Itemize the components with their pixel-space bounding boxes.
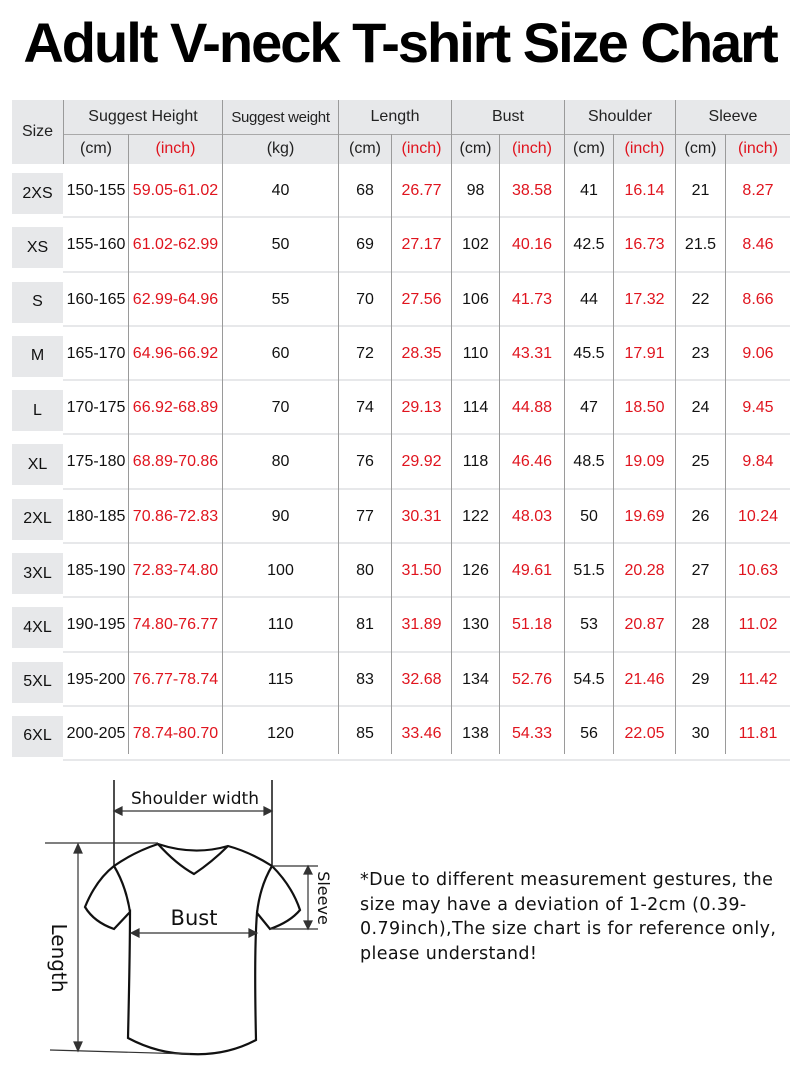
cell-len-in: 27.17 — [401, 236, 442, 254]
cell-sh-cm: 47 — [580, 399, 598, 417]
cell-sl-in: 9.45 — [742, 399, 774, 417]
grid-line — [613, 134, 614, 754]
cell-h-in: 70.86-72.83 — [132, 507, 219, 525]
cell-sl-cm: 30 — [691, 724, 710, 742]
cell-h-cm: 155-160 — [66, 236, 126, 254]
unit-shoulder-cm: (cm) — [573, 140, 605, 157]
cell-h-cm: 165-170 — [66, 344, 126, 362]
size-cell: 4XL — [12, 607, 63, 648]
cell-sl-in: 11.81 — [738, 724, 778, 742]
grid-line — [63, 100, 64, 164]
cell-len-in: 29.92 — [401, 453, 442, 471]
cell-kg: 55 — [271, 290, 290, 308]
cell-sl-cm: 25 — [691, 453, 710, 471]
cell-bust-in: 41.73 — [511, 290, 553, 308]
unit-sleeve-cm: (cm) — [684, 140, 717, 157]
cell-bust-cm: 126 — [462, 562, 489, 580]
cell-h-cm: 195-200 — [66, 670, 126, 688]
cell-bust-in: 49.61 — [511, 562, 553, 580]
size-cell: 6XL — [12, 716, 63, 757]
cell-sh-in: 18.50 — [624, 399, 665, 417]
cell-kg: 120 — [267, 724, 294, 742]
disclaimer-note: *Due to different measurement gestures, the size may have a deviation of 1-2cm (0.39-0.79inch),The size chart is for reference only, please understand! — [360, 870, 777, 964]
cell-sh-in: 17.32 — [624, 290, 665, 308]
grid-line — [391, 134, 392, 754]
header-suggest-weight: Suggest weight — [231, 108, 330, 126]
cell-kg: 50 — [271, 236, 290, 254]
cell-kg: 60 — [271, 344, 290, 362]
cell-sl-cm: 26 — [691, 507, 710, 525]
sleeve-label: Sleeve — [314, 871, 333, 925]
header-size: Size — [21, 123, 54, 140]
cell-bust-in: 44.88 — [511, 399, 553, 417]
size-cell: M — [12, 336, 63, 377]
grid-line — [675, 100, 676, 754]
cell-sh-in: 22.05 — [624, 724, 665, 742]
header-bust: Bust — [491, 108, 524, 125]
cell-len-in: 26.77 — [401, 182, 442, 199]
cell-sh-in: 21.46 — [624, 670, 665, 688]
grid-line — [451, 100, 452, 754]
cell-kg: 115 — [267, 670, 294, 688]
cell-sh-cm: 51.5 — [573, 562, 605, 580]
cell-len-in: 33.46 — [401, 724, 442, 742]
cell-sl-cm: 24 — [691, 399, 710, 417]
size-cell: 5XL — [12, 662, 63, 703]
cell-bust-cm: 122 — [462, 507, 489, 525]
cell-bust-cm: 106 — [462, 290, 489, 308]
cell-sl-in: 9.06 — [742, 344, 774, 362]
cell-h-cm: 170-175 — [66, 399, 126, 417]
cell-len-cm: 85 — [356, 724, 374, 742]
cell-sl-cm: 21 — [691, 182, 710, 199]
header-divider — [64, 134, 790, 135]
size-cell: L — [12, 390, 63, 431]
bust-label: Bust — [170, 906, 218, 930]
length-label: Length — [47, 923, 71, 993]
grid-line — [128, 134, 129, 754]
header-suggest-height: Suggest Height — [88, 108, 198, 125]
cell-sl-in: 11.02 — [738, 616, 778, 634]
cell-sh-in: 16.14 — [624, 182, 665, 199]
grid-line — [499, 134, 500, 754]
cell-h-cm: 190-195 — [66, 616, 126, 634]
cell-len-in: 29.13 — [401, 399, 442, 417]
unit-bust-cm: (cm) — [459, 140, 492, 157]
grid-line — [564, 100, 565, 754]
cell-h-in: 61.02-62.99 — [132, 236, 219, 254]
cell-len-cm: 74 — [356, 399, 374, 417]
header-sleeve: Sleeve — [708, 108, 758, 125]
cell-sl-cm: 21.5 — [684, 236, 717, 254]
tshirt-diagram — [0, 760, 400, 1072]
cell-sl-in: 8.27 — [742, 182, 774, 199]
cell-sh-cm: 56 — [580, 724, 598, 742]
cell-h-in: 78.74-80.70 — [132, 724, 219, 742]
cell-sh-cm: 50 — [580, 507, 598, 525]
cell-kg: 90 — [271, 507, 290, 525]
cell-h-cm: 185-190 — [66, 562, 126, 580]
unit-length-cm: (cm) — [349, 140, 381, 157]
cell-len-cm: 80 — [356, 562, 374, 580]
cell-sl-cm: 28 — [691, 616, 710, 634]
cell-sl-cm: 22 — [691, 290, 710, 308]
cell-len-cm: 68 — [356, 182, 374, 199]
cell-kg: 40 — [271, 182, 290, 199]
cell-bust-in: 54.33 — [511, 724, 553, 742]
cell-sl-cm: 23 — [691, 344, 710, 362]
cell-h-cm: 150-155 — [66, 182, 126, 199]
cell-bust-cm: 98 — [466, 182, 485, 199]
cell-len-in: 28.35 — [401, 344, 442, 362]
cell-h-in: 64.96-66.92 — [132, 344, 219, 362]
cell-bust-cm: 118 — [462, 453, 489, 471]
cell-sl-cm: 29 — [691, 670, 710, 688]
cell-len-in: 32.68 — [401, 670, 442, 688]
grid-line — [338, 100, 339, 754]
cell-bust-in: 43.31 — [511, 344, 553, 362]
size-cell: XL — [12, 444, 63, 485]
cell-sh-in: 19.09 — [624, 453, 665, 471]
cell-bust-in: 52.76 — [511, 670, 553, 688]
cell-kg: 100 — [267, 562, 294, 580]
cell-len-in: 31.50 — [401, 562, 442, 580]
cell-bust-cm: 130 — [462, 616, 489, 634]
grid-line — [725, 134, 726, 754]
size-cell: 2XL — [12, 499, 63, 540]
cell-sh-cm: 42.5 — [573, 236, 605, 254]
cell-len-in: 31.89 — [401, 616, 442, 634]
cell-bust-in: 38.58 — [511, 182, 553, 199]
cell-len-cm: 72 — [356, 344, 374, 362]
cell-bust-cm: 138 — [462, 724, 489, 742]
size-cell: S — [12, 282, 63, 323]
cell-bust-cm: 134 — [462, 670, 489, 688]
cell-h-cm: 160-165 — [66, 290, 126, 308]
cell-sh-in: 17.91 — [624, 344, 665, 362]
cell-sh-cm: 53 — [580, 616, 598, 634]
cell-len-cm: 70 — [356, 290, 374, 308]
cell-bust-in: 46.46 — [511, 453, 553, 471]
cell-bust-in: 40.16 — [511, 236, 553, 254]
cell-h-cm: 200-205 — [66, 724, 126, 742]
cell-h-in: 74.80-76.77 — [132, 616, 219, 634]
cell-sh-cm: 45.5 — [573, 344, 605, 362]
cell-sh-cm: 48.5 — [573, 453, 605, 471]
cell-sl-in: 9.84 — [742, 453, 774, 471]
cell-len-cm: 76 — [356, 453, 374, 471]
cell-h-in: 76.77-78.74 — [132, 670, 219, 688]
cell-sl-in: 10.63 — [737, 562, 779, 580]
cell-h-cm: 175-180 — [66, 453, 126, 471]
unit-sleeve-inch: (inch) — [737, 140, 778, 157]
cell-bust-cm: 102 — [462, 236, 489, 254]
page-title: Adult V-neck T-shirt Size Chart — [23, 11, 777, 74]
size-cell: 3XL — [12, 553, 63, 594]
cell-len-cm: 77 — [356, 507, 374, 525]
header-shoulder: Shoulder — [587, 108, 653, 125]
cell-bust-in: 48.03 — [511, 507, 553, 525]
cell-h-in: 59.05-61.02 — [132, 182, 219, 199]
cell-kg: 80 — [271, 453, 290, 471]
size-cell: XS — [12, 227, 63, 268]
unit-height-inch: (inch) — [155, 140, 196, 157]
cell-sl-in: 8.66 — [742, 290, 774, 308]
cell-sl-in: 10.24 — [737, 507, 779, 525]
cell-h-in: 62.99-64.96 — [132, 290, 219, 308]
cell-len-in: 30.31 — [401, 507, 442, 525]
cell-kg: 110 — [267, 616, 294, 634]
header-length: Length — [370, 108, 420, 125]
cell-bust-cm: 114 — [462, 399, 489, 417]
unit-bust-inch: (inch) — [511, 140, 552, 157]
size-cell: 2XS — [12, 173, 63, 214]
cell-sl-in: 8.46 — [742, 236, 774, 254]
cell-sh-in: 19.69 — [624, 507, 665, 525]
cell-len-cm: 69 — [356, 236, 374, 254]
cell-kg: 70 — [271, 399, 290, 417]
grid-line — [222, 100, 223, 754]
cell-sh-cm: 41 — [580, 182, 598, 199]
cell-bust-in: 51.18 — [511, 616, 553, 634]
size-table — [12, 100, 790, 761]
unit-length-inch: (inch) — [401, 140, 442, 157]
cell-sh-cm: 44 — [580, 290, 598, 308]
unit-shoulder-inch: (inch) — [624, 140, 665, 157]
cell-h-cm: 180-185 — [66, 507, 126, 525]
cell-bust-cm: 110 — [462, 344, 489, 362]
cell-h-in: 68.89-70.86 — [132, 453, 219, 471]
cell-len-cm: 81 — [356, 616, 374, 634]
cell-sh-cm: 54.5 — [573, 670, 605, 688]
cell-len-cm: 83 — [356, 670, 374, 688]
cell-h-in: 72.83-74.80 — [132, 562, 219, 580]
tshirt-outline-icon — [0, 760, 400, 1072]
cell-sh-in: 16.73 — [624, 236, 665, 254]
cell-h-in: 66.92-68.89 — [132, 399, 219, 417]
cell-sl-cm: 27 — [691, 562, 710, 580]
unit-height-cm: (cm) — [80, 140, 112, 157]
shoulder-width-label: Shoulder width — [131, 789, 259, 809]
cell-len-in: 27.56 — [401, 290, 442, 308]
cell-sh-in: 20.28 — [624, 562, 665, 580]
cell-sh-in: 20.87 — [624, 616, 665, 634]
unit-weight-kg: (kg) — [266, 140, 295, 157]
cell-sl-in: 11.42 — [738, 670, 778, 688]
